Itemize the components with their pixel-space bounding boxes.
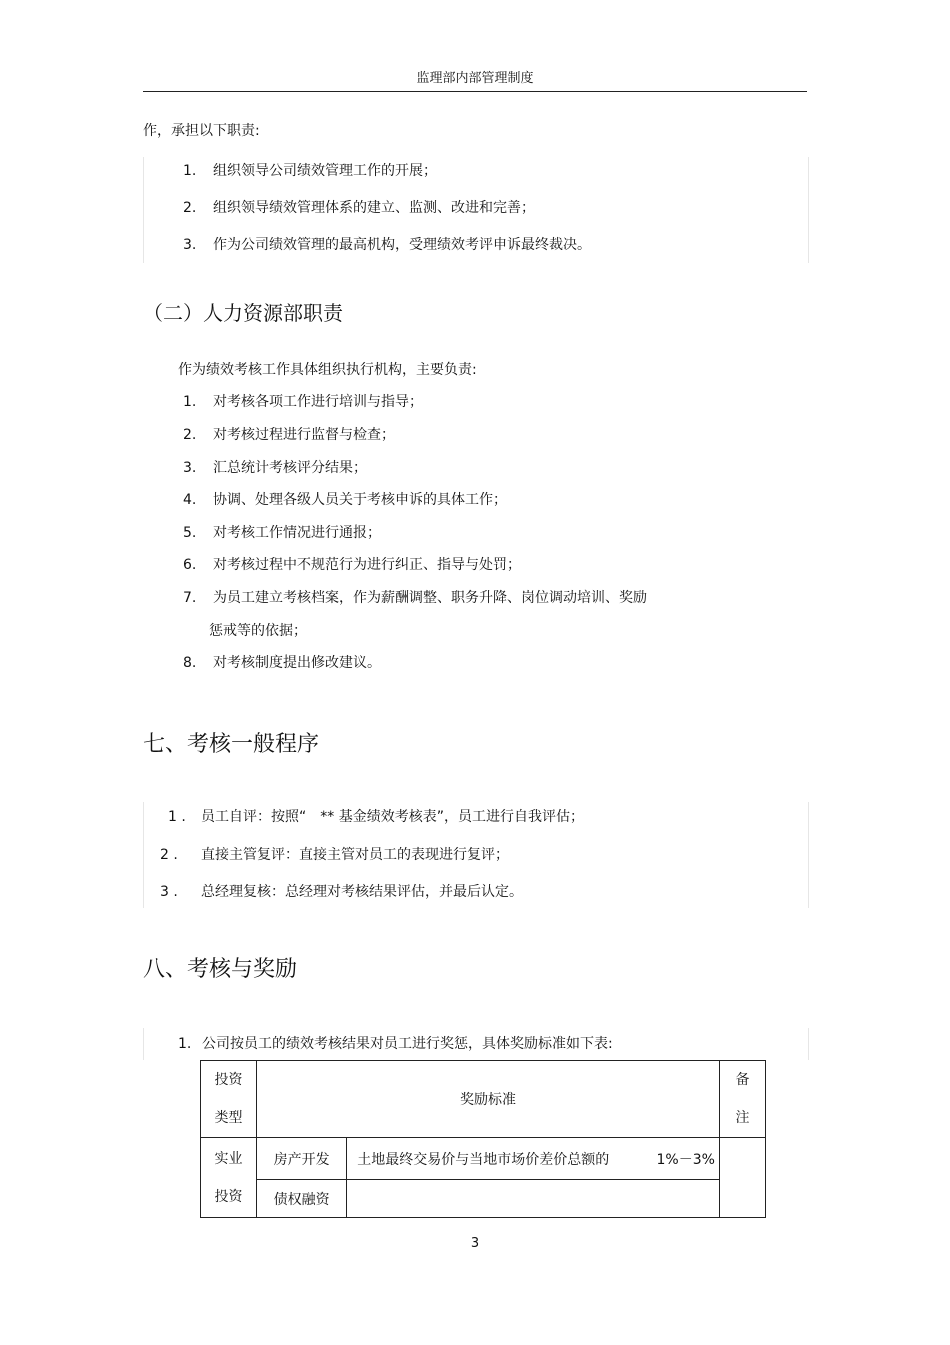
category-cell [201,1138,257,1218]
page-number: 3 [470,1236,480,1251]
list-item-text: 作为公司绩效管理的最高机构，受理绩效考评申诉最终裁决。 [213,237,591,253]
list-item-text: 直接主管复评：直接主管对员工的表现进行复评； [201,847,509,863]
subtype-cell: 债权融资 [257,1180,347,1218]
intro-line: 作，承担以下职责: [143,123,260,139]
header-note-line1: 备 [735,1072,750,1088]
header-divider [143,91,807,92]
list-item-number: 3. [183,460,197,476]
list-item-text: 总经理复核：总经理对考核结果评估，并最后认定。 [201,884,523,900]
list-item-continuation [209,620,307,640]
header-type-line2: 类型 [214,1110,243,1126]
list-item [160,844,509,864]
list-item-text: 组织领导绩效管理体系的建立、监测、改进和完善； [213,200,535,216]
list-item-number: 2 . [160,847,178,863]
list-item [160,881,523,901]
list-item [183,489,507,509]
list-item [183,234,591,254]
list-item-text: 协调、处理各级人员关于考核申诉的具体工作； [213,492,507,508]
list-item [183,160,437,180]
list-item [183,652,381,672]
list-item-number: 7. [183,590,197,606]
list-item-text: 员工自评：按照“ ** 基金绩效考核表”，员工进行自我评估； [201,809,584,825]
list-item-text: 对考核工作情况进行通报； [213,525,381,541]
list-item [183,197,535,217]
header-cell-note [719,1061,765,1138]
section-lead: 作为绩效考核工作具体组织执行机构，主要负责: [178,362,477,378]
list-item-text: 为员工建立考核档案，作为薪酬调整、职务升降、岗位调动培训、奖励 [213,590,647,606]
list-item-number: 4. [183,492,197,508]
header-type-line1: 投资 [214,1072,243,1088]
list-item [183,587,647,607]
list-item-number: 3. [183,237,197,253]
standard-cell [347,1138,720,1180]
list-item-number: 2. [183,200,197,216]
list-item-text: 公司按员工的绩效考核结果对员工进行奖惩，具体奖励标准如下表: [202,1036,613,1052]
subtype-cell: 房产开发 [257,1138,347,1180]
list-item [168,806,584,826]
list-item-number: 6. [183,557,197,573]
section-heading-7: 七、考核一般程序 [143,732,320,757]
list-item-text: 组织领导公司绩效管理工作的开展； [213,163,437,179]
list-item [183,554,521,574]
table-header-row [201,1061,766,1138]
section-heading-hr: （二）人力资源部职责 [143,301,343,325]
list-item [183,424,395,444]
standard-rate: 1%－3% [656,1151,715,1168]
list-item-number: 1. [183,394,197,410]
list-item [183,391,423,411]
list-item-number: 1 . [168,809,186,825]
standard-text: 土地最终交易价与当地市场价差价总额的 [357,1151,610,1168]
list-item-text: 对考核各项工作进行培训与指导； [213,394,423,410]
list-item-number: 5. [183,525,197,541]
list-item-number: 3 . [160,884,178,900]
list-item-text: 对考核过程进行监督与检查； [213,427,395,443]
header-cell-type [201,1061,257,1138]
section-heading-8: 八、考核与奖励 [143,957,298,982]
table-row [201,1138,766,1180]
list-item [183,457,367,477]
header-cell-standard: 奖励标准 [257,1061,720,1138]
list-item-number: 8. [183,655,197,671]
category-line1: 实业 [214,1150,243,1167]
list-item-number: 2. [183,427,197,443]
list-item-number: 1. [183,163,197,179]
note-cell [719,1138,765,1218]
category-line2: 投资 [214,1188,243,1205]
list-item-text: 汇总统计考核评分结果； [213,460,367,476]
standard-cell [347,1180,720,1218]
list-item-text: 惩戒等的依据； [209,623,307,639]
header-note-line2: 注 [735,1110,750,1126]
list-item-number: 1. [178,1036,192,1052]
list-item-text: 对考核过程中不规范行为进行纠正、指导与处罚； [213,557,521,573]
list-item [183,522,381,542]
list-item-text: 对考核制度提出修改建议。 [213,655,381,671]
table-row [201,1180,766,1218]
page-header-title: 监理部内部管理制度 [416,71,534,86]
reward-table [200,1060,766,1218]
list-item [178,1033,613,1053]
